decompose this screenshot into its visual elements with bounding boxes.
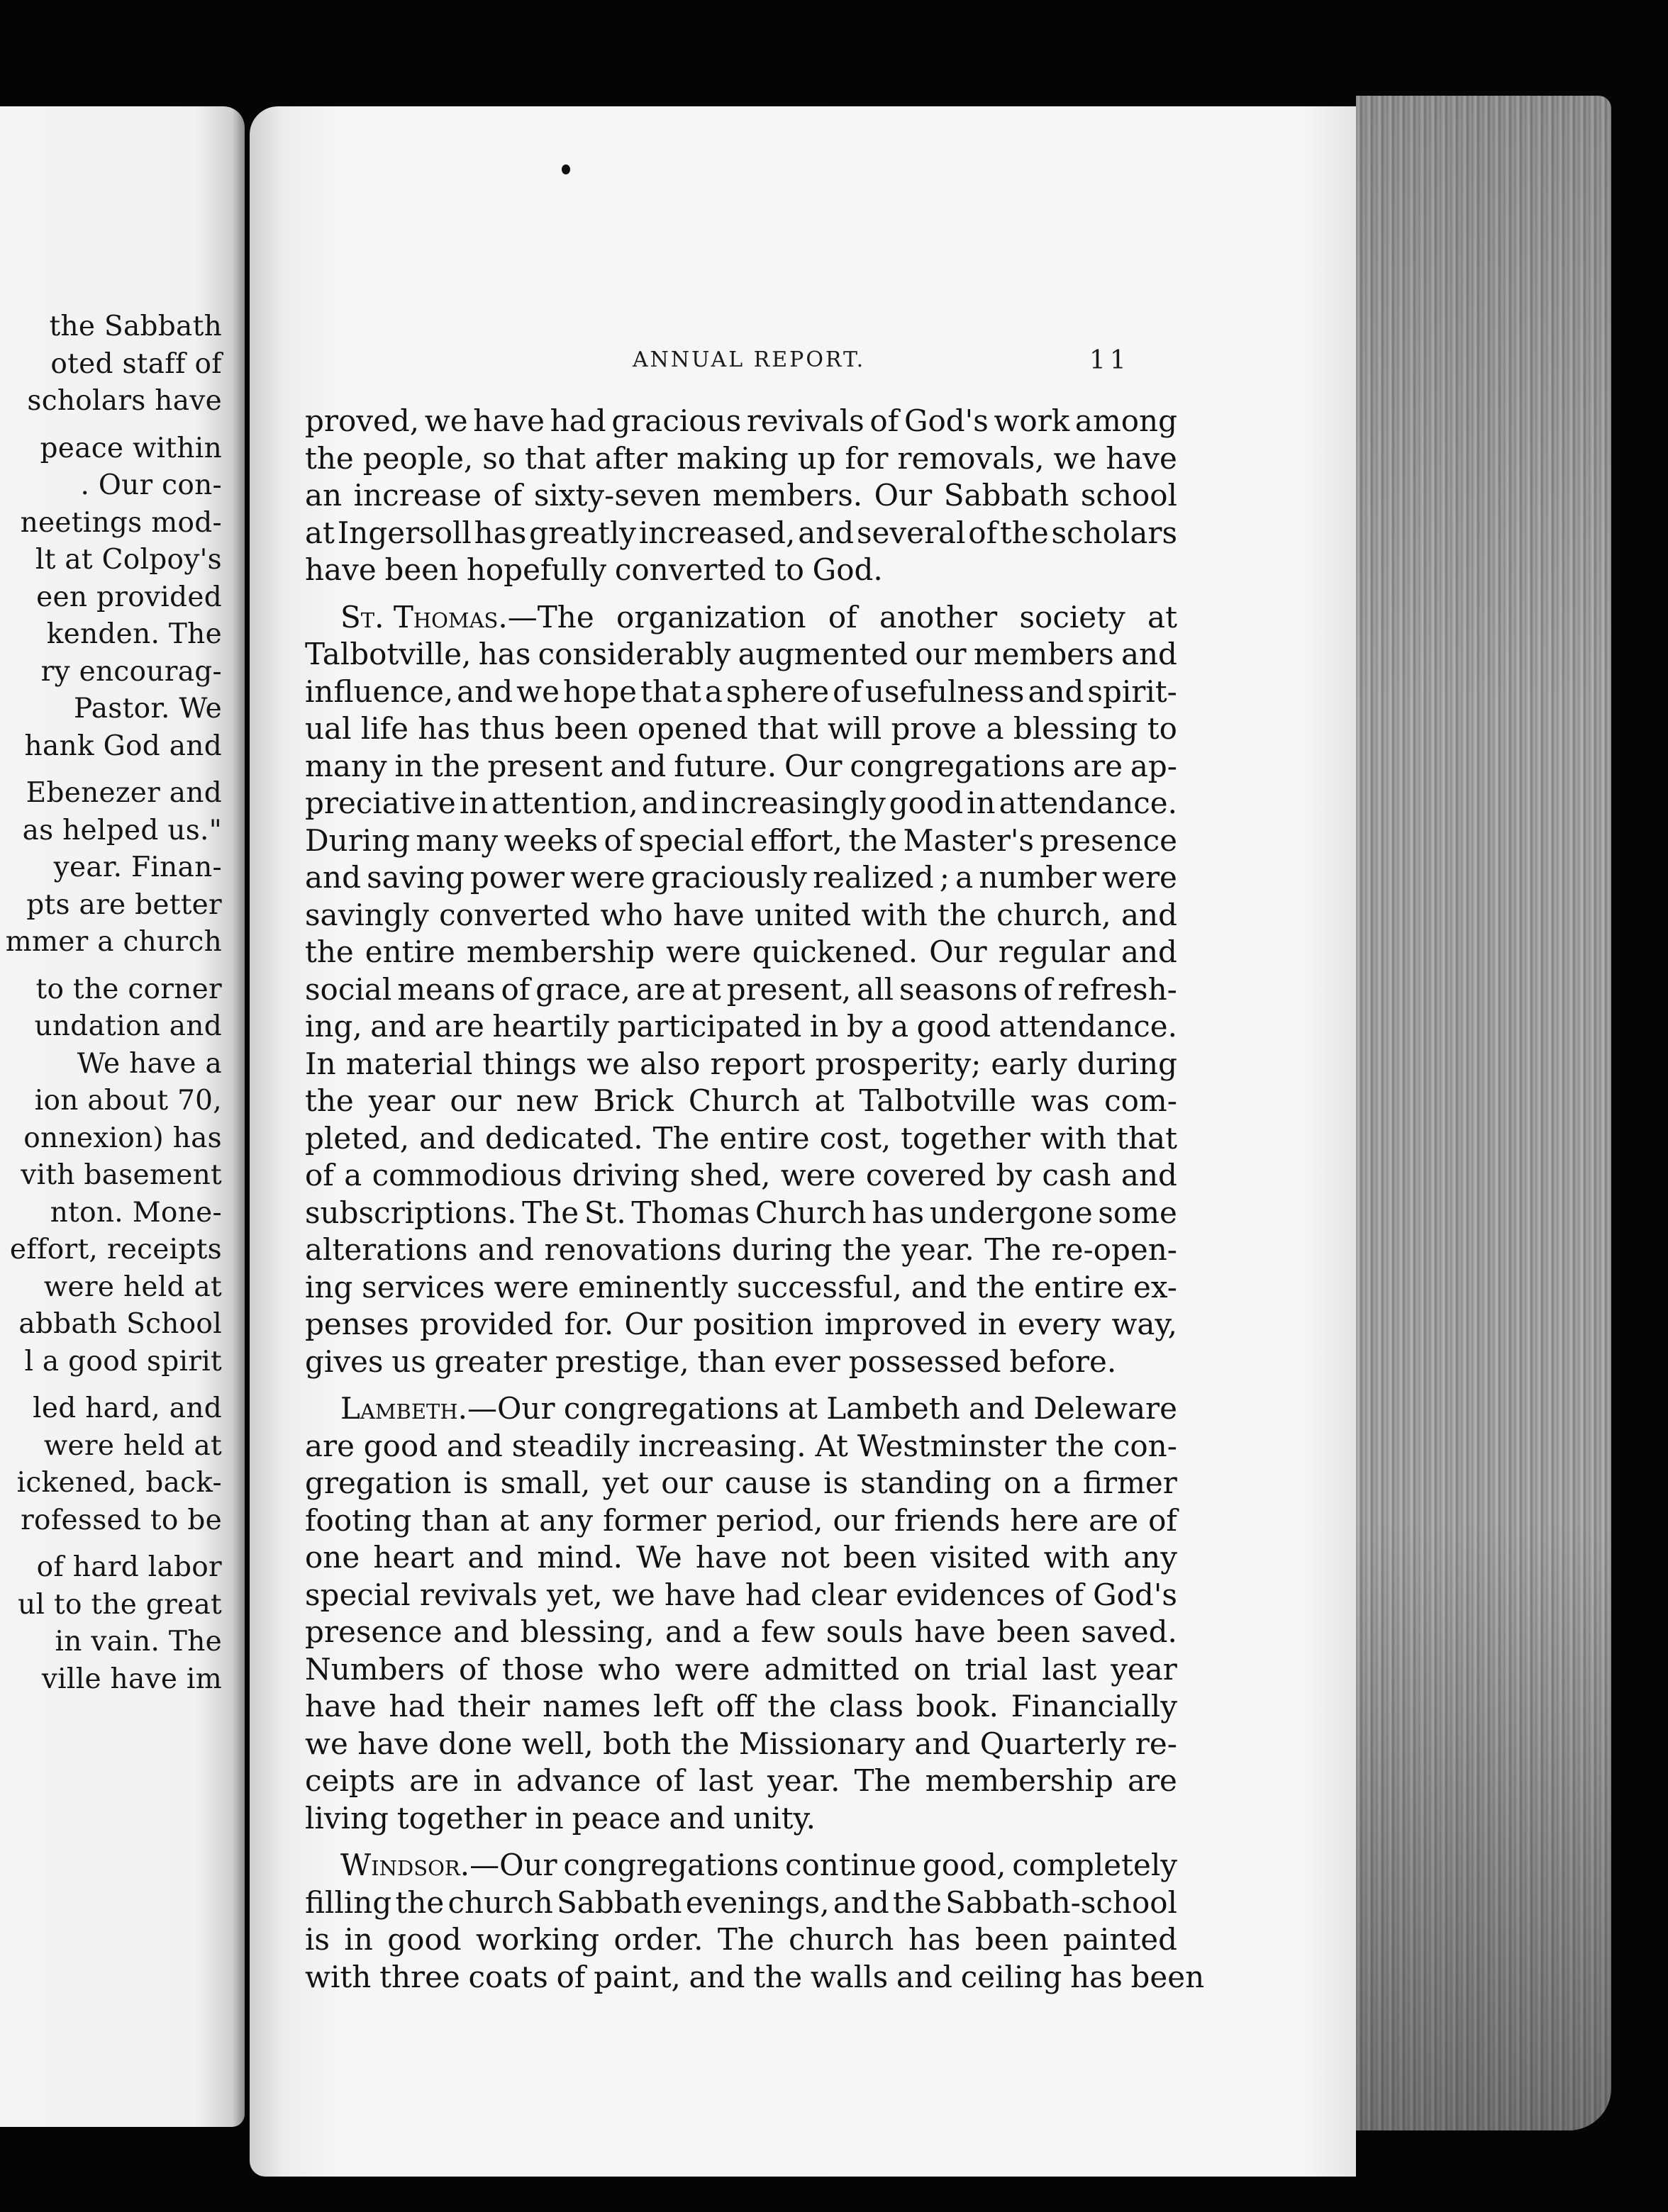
text-line: the people, so that after making up for removals, we have: [305, 440, 1177, 476]
text-line: ceipts are in advance of last year. The membership are: [305, 1763, 1177, 1798]
text-line: footing than at any former period, our friends here are of: [305, 1502, 1177, 1538]
text-line: living together in peace and unity.: [305, 1800, 816, 1836]
text-line: pleted, and dedicated. The entire cost, together with that: [305, 1120, 1177, 1156]
left-page-line: lt at Colpoy's: [35, 544, 222, 576]
left-page-line: onnexion) has: [23, 1122, 222, 1154]
left-page-line: een provided: [36, 581, 222, 613]
text-line: influence, and we hope that a sphere of usefulness and spirit-: [305, 674, 1177, 709]
left-page-line: scholars have: [27, 385, 222, 417]
left-page-line: l a good spirit: [24, 1345, 222, 1378]
text-line: filling the church Sabbath evenings, and the Sabbath-school: [305, 1884, 1177, 1920]
paragraph: [305, 599, 1177, 1381]
text-line: proved, we have had gracious revivals of God's work among: [305, 403, 1177, 438]
text-line: Lambeth.—Our congregations at Lambeth and Deleware: [340, 1391, 1177, 1426]
left-page-line: We have a: [77, 1047, 222, 1080]
text-line: penses provided for. Our position improved in every way,: [305, 1307, 1177, 1341]
running-head: ANNUAL REPORT.: [633, 347, 866, 372]
section-heading: Lambeth.: [340, 1391, 467, 1426]
text-line: many in the present and future. Our congregations are ap-: [305, 748, 1177, 783]
text-line: savingly converted who have united with the church, and: [305, 897, 1177, 932]
text-line: gregation is small, yet our cause is standing on a firmer: [305, 1465, 1177, 1500]
left-page-line: as helped us.": [22, 814, 222, 847]
left-page-line: ville have im: [41, 1663, 222, 1695]
left-page-line: oted staff of: [50, 347, 222, 380]
left-page-line: rofessed to be: [21, 1504, 222, 1536]
left-page-line: to the corner: [35, 973, 222, 1005]
left-page-line: were held at: [43, 1270, 222, 1303]
left-page-line: Pastor. We: [73, 693, 222, 725]
left-page-line: nton. Mone-: [50, 1196, 222, 1229]
text-line: we have done well, both the Missionary and Quarterly re-: [305, 1726, 1177, 1761]
text-line: special revivals yet, we have had clear evidences of God's: [305, 1577, 1177, 1612]
text-line: of a commodious driving shed, were covered by cash and: [305, 1158, 1177, 1192]
left-page-line: effort, receipts: [9, 1234, 222, 1266]
paragraph: [305, 1390, 1177, 1837]
left-page-line: kenden. The: [46, 618, 222, 650]
text-line: gives us greater prestige, than ever possessed before.: [305, 1344, 1117, 1379]
text-line: social means of grace, are at present, all seasons of refresh-: [305, 971, 1177, 1007]
text-line: ing, and are heartily participated in by a good attendance.: [305, 1009, 1177, 1044]
text-line: is in good working order. The church has been painted: [305, 1922, 1177, 1957]
paragraph-gap: [305, 1380, 1177, 1390]
left-page-line: ickened, back-: [16, 1467, 222, 1499]
left-page-line: ion about 70,: [34, 1085, 222, 1117]
main-page: [250, 106, 1356, 2177]
section-heading: Windsor.: [340, 1848, 470, 1882]
text-line: Talbotville, has considerably augmented our members and: [305, 637, 1177, 671]
book-page-edges: [1356, 96, 1611, 2130]
text-line: preciative in attention, and increasingly good in attendance.: [305, 786, 1177, 820]
text-line: with three coats of paint, and the walls and ceiling has been: [305, 1959, 1205, 1994]
text-line: St. Thomas.—The organization of another society at: [340, 599, 1177, 635]
text-line: an increase of sixty-seven members. Our Sabbath school: [305, 478, 1177, 513]
text-line: are good and steadily increasing. At Westminster the con-: [305, 1428, 1177, 1463]
text-line: During many weeks of special effort, the Master's presence: [305, 822, 1177, 858]
left-page-line: in vain. The: [55, 1626, 222, 1658]
left-page-line: abbath School: [18, 1308, 222, 1340]
left-page-line: year. Finan-: [53, 851, 222, 883]
text-line: alterations and renovations during the year. The re-open-: [305, 1232, 1177, 1267]
page-number: 11: [1089, 346, 1130, 375]
text-line: one heart and mind. We have not been visited with any: [305, 1540, 1177, 1575]
left-page-line: led hard, and: [33, 1392, 222, 1424]
text-line: ing services were eminently successful, and the entire ex-: [305, 1269, 1177, 1305]
text-line: the entire membership were quickened. Our regular and: [305, 934, 1177, 969]
text-line: Numbers of those who were admitted on trial last year: [305, 1651, 1177, 1687]
section-heading: St. Thomas.: [340, 599, 508, 635]
text-line: at Ingersoll has greatly increased, and several of the scholars: [305, 515, 1177, 550]
text-line: In material things we also report prosperity; early during: [305, 1046, 1177, 1081]
text-line: subscriptions. The St. Thomas Church has undergone some: [305, 1195, 1177, 1230]
left-page-line: ry encourag-: [40, 655, 222, 688]
body-text: [305, 403, 1205, 1996]
left-page-line: vith basement: [21, 1159, 222, 1191]
left-page-line: peace within: [40, 432, 222, 464]
paragraph: [305, 403, 1177, 589]
left-page-line: pts are better: [26, 888, 222, 921]
paragraph-gap: [305, 589, 1177, 599]
text-line: and saving power were graciously realized ; a number were: [305, 860, 1177, 895]
ink-speck: [562, 164, 570, 174]
text-line: ual life has thus been opened that will prove a blessing to: [305, 711, 1177, 746]
text-line: have had their names left off the class book. Financially: [305, 1689, 1177, 1724]
text-line: Windsor.—Our congregations continue good, completely: [340, 1848, 1177, 1882]
paragraph: [305, 1847, 1205, 1996]
left-facing-page: [0, 106, 245, 2127]
left-page-line: . Our con-: [80, 469, 222, 501]
left-page-line: Ebenezer and: [26, 777, 222, 809]
left-page-line: of hard labor: [36, 1551, 222, 1583]
text-line: the year our new Brick Church at Talbotville was com-: [305, 1083, 1177, 1118]
left-page-line: hank God and: [24, 730, 222, 762]
left-page-line: ul to the great: [18, 1588, 222, 1621]
left-page-line: undation and: [34, 1010, 222, 1042]
left-page-line: the Sabbath: [49, 311, 222, 342]
page-header: [250, 347, 1356, 383]
left-page-line: were held at: [43, 1429, 222, 1462]
paragraph-gap: [305, 1837, 1177, 1847]
left-page-line: neetings mod-: [20, 506, 222, 539]
left-page-line: mmer a church: [5, 926, 222, 958]
text-line: presence and blessing, and a few souls have been saved.: [305, 1614, 1177, 1649]
text-line: have been hopefully converted to God.: [305, 552, 883, 587]
